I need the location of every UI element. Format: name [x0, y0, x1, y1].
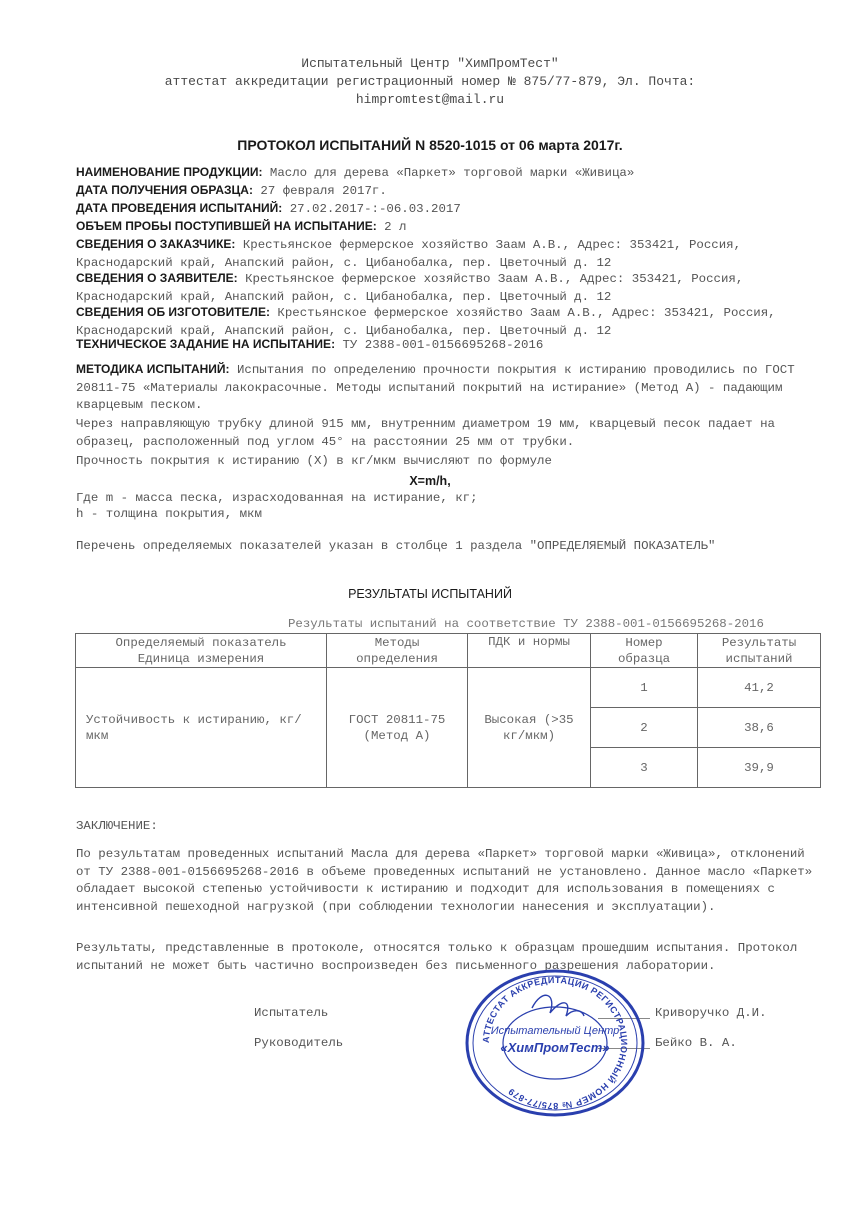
protocol-title: ПРОТОКОЛ ИСПЫТАНИЙ N 8520-1015 от 06 марта 2017г. — [237, 137, 623, 153]
seal-center-line1: Испытательный Центр — [490, 1025, 620, 1037]
field-customer: СВЕДЕНИЯ О ЗАКАЗЧИКЕ: Крестьянское фермерское хозяйство Заам А.В., Адрес: 353421, Россия, Краснодарский край, Анапский район, с. Цибанобалка, пер. Цветочный д. 12 — [76, 237, 742, 270]
field-product: НАИМЕНОВАНИЕ ПРОДУКЦИИ: Масло для дерева «Паркет» торговой марки «Живица» — [76, 165, 635, 180]
cell-sample: 3 — [591, 748, 698, 788]
lab-email: himpromtest@mail.ru — [355, 92, 505, 107]
cell-result: 38,6 — [698, 708, 821, 748]
formula-where-m: Где m - масса песка, израсходованная на истирание, кг; — [76, 491, 478, 505]
table-header-row — [76, 634, 821, 668]
col-header-indicator: Определяемый показатель Единица измерения — [76, 634, 327, 668]
head-label: Руководитель — [254, 1036, 344, 1050]
method-description: МЕТОДИКА ИСПЫТАНИЙ: Испытания по определению прочности покрытия к истиранию проводились по ГОСТ 20811-75 «Материалы лакокрасочные. Методы испытаний покрытий на истирание» (Метод А) - падающим кварцевым песком. — [76, 362, 795, 412]
seal-ring-text: АТТЕСТАТ АККРЕДИТАЦИИ РЕГИСТРАЦИОННЫЙ НОМЕР № 875/77-879 — [480, 974, 630, 1112]
cell-indicator: Устойчивость к истиранию, кг/мкм — [76, 668, 327, 788]
seal-center-line2: «ХимПромТест» — [500, 1040, 610, 1055]
cell-method: ГОСТ 20811-75 (Метод А) — [327, 668, 468, 788]
formula: X=m/h, — [409, 474, 451, 488]
field-received-date: ДАТА ПОЛУЧЕНИЯ ОБРАЗЦА: 27 февраля 2017г. — [76, 183, 387, 198]
cell-sample: 1 — [591, 668, 698, 708]
signature-scribble — [532, 995, 584, 1016]
field-tech-spec: ТЕХНИЧЕСКОЕ ЗАДАНИЕ НА ИСПЫТАНИЕ: ТУ 2388-001-0156695268-2016 — [76, 337, 544, 352]
conclusion-heading: ЗАКЛЮЧЕНИЕ: — [76, 819, 158, 833]
col-header-result: Результаты испытаний — [698, 634, 821, 668]
method-setup: Через направляющую трубку длиной 915 мм, внутренним диаметром 19 мм, кварцевый песок падает на образец, расположенный под углом 45° на расстоянии 25 мм от трубки. — [76, 417, 775, 449]
indicator-list-note: Перечень определяемых показателей указан в столбце 1 раздела "ОПРЕДЕЛЯЕМЫЙ ПОКАЗАТЕЛЬ" — [76, 539, 716, 553]
field-applicant: СВЕДЕНИЯ О ЗАЯВИТЕЛЕ: Крестьянское фермерское хозяйство Заам А.В., Адрес: 353421, Россия, Краснодарский край, Анапский район, с. Цибанобалка, пер. Цветочный д. 12 — [76, 271, 744, 304]
cell-norm: Высокая (>35 кг/мкм) — [468, 668, 591, 788]
tester-label: Испытатель — [254, 1006, 329, 1020]
cell-result: 39,9 — [698, 748, 821, 788]
results-caption: Результаты испытаний на соответствие ТУ 2388-001-0156695268-2016 — [288, 617, 764, 631]
lab-name: Испытательный Центр "ХимПромТест" — [301, 56, 559, 71]
formula-where-h: h - толщина покрытия, мкм — [76, 507, 262, 521]
col-header-norms: ПДК и нормы — [468, 634, 591, 668]
tester-name: Криворучко Д.И. — [655, 1006, 767, 1020]
formula-intro: Прочность покрытия к истиранию (X) в кг/мкм вычисляют по формуле — [76, 454, 552, 468]
accreditation-line: аттестат аккредитации регистрационный номер № 875/77-879, Эл. Почта: — [164, 74, 696, 89]
col-header-sample: Номер образца — [591, 634, 698, 668]
conclusion-text: По результатам проведенных испытаний Масла для дерева «Паркет» торговой марки «Живица», отклонений от ТУ 2388-001-0156695268-2016 в объеме проведенных испытаний не установлено. Данное масло «Паркет» обладает высокой степенью устойчивости к истиранию и подходит для использования в помещениях с интенсивной пешеходной нагрузкой (при соблюдении технологии нанесения и эксплуатации). — [76, 847, 813, 914]
col-header-method: Методы определения — [327, 634, 468, 668]
field-sample-volume: ОБЪЕМ ПРОБЫ ПОСТУПИВШЕЙ НА ИСПЫТАНИЕ: 2 л — [76, 219, 407, 234]
table-row — [76, 668, 821, 708]
scope-note: Результаты, представленные в протоколе, относятся только к образцам прошедшим испытания. Протокол испытаний не может быть частично воспроизведен без письменного разрешения лаборатории. — [76, 941, 798, 973]
lab-seal — [462, 968, 648, 1118]
head-name: Бейко В. А. — [655, 1036, 737, 1050]
cell-sample: 2 — [591, 708, 698, 748]
results-table — [75, 633, 821, 788]
field-test-dates: ДАТА ПРОВЕДЕНИЯ ИСПЫТАНИЙ: 27.02.2017-:-06.03.2017 — [76, 201, 461, 216]
results-heading: РЕЗУЛЬТАТЫ ИСПЫТАНИЙ — [348, 587, 512, 601]
field-manufacturer: СВЕДЕНИЯ ОБ ИЗГОТОВИТЕЛЕ: Крестьянское фермерское хозяйство Заам А.В., Адрес: 353421, Россия, Краснодарский край, Анапский район, с. Цибанобалка, пер. Цветочный д. 12 — [76, 305, 776, 338]
cell-result: 41,2 — [698, 668, 821, 708]
